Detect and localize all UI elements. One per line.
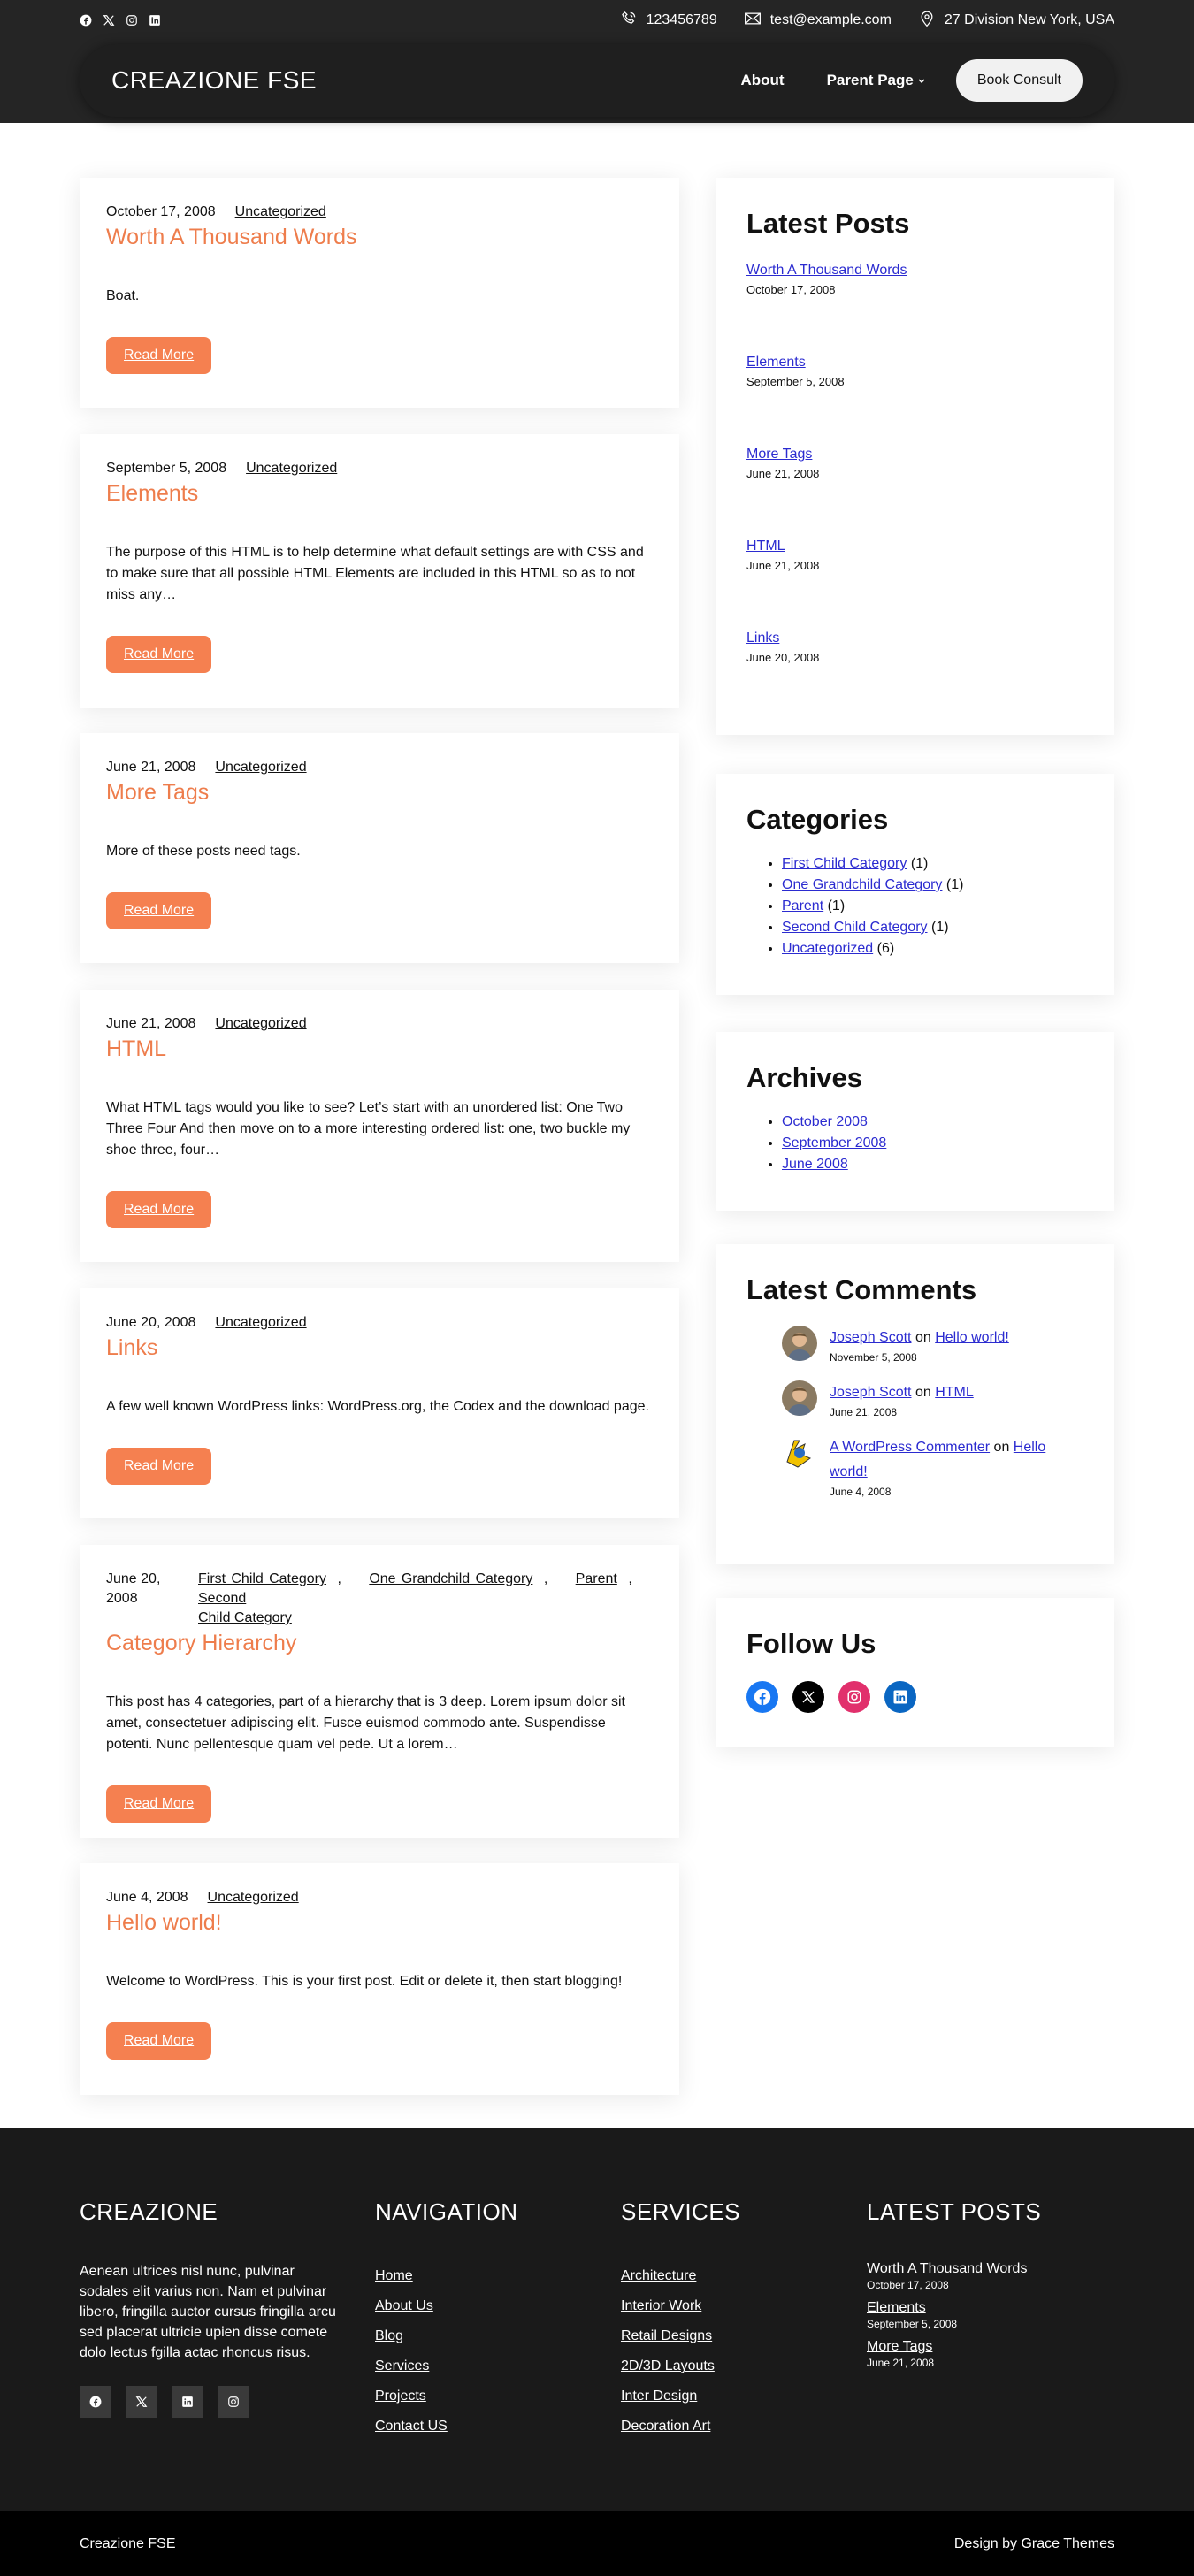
comment-body [830,1435,1045,1499]
linkedin-icon[interactable] [884,1681,916,1713]
footer-brand [80,2198,345,2418]
read-more-button[interactable]: Read More [106,1191,211,1228]
post-title[interactable]: Worth A Thousand Words [106,225,357,249]
archive-link[interactable]: September 2008 [782,1135,887,1150]
post-date: June 21, 2008 [106,1016,196,1031]
header-social-links [80,14,161,27]
footer-navigation [375,2198,518,2442]
post-date: June 4, 2008 [106,1890,188,1905]
phone-number: 123456789 [646,12,717,27]
email-address: test@example.com [769,12,892,27]
post-card [80,178,679,408]
comment-post-link[interactable]: world! [830,1464,868,1479]
post-date-line: June 20, [106,1571,161,1586]
email-contact[interactable] [744,10,892,32]
category-list [746,853,1084,959]
facebook-icon[interactable] [746,1681,778,1713]
footer-post-link[interactable]: Elements [867,2300,926,2315]
widget-title: Follow Us [746,1628,876,1659]
footer-link-blog[interactable]: Blog [375,2328,404,2343]
post-title[interactable]: Elements [106,481,199,506]
instagram-icon[interactable] [126,14,138,27]
list-item [782,1133,1084,1154]
post-card [80,990,679,1262]
x-icon[interactable] [103,14,115,27]
post-card [80,1545,679,1838]
facebook-icon[interactable] [80,14,92,27]
comment-author-link[interactable]: A WordPress Commenter [830,1440,991,1455]
site-header [0,0,1194,123]
post-card [80,1288,679,1518]
widget-title: Latest Comments [746,1274,977,1305]
theme-credit: Design by Grace Themes [953,2535,1114,2551]
list-item [782,1154,1084,1175]
post-category-link[interactable]: Uncategorized [234,204,326,219]
linkedin-icon[interactable] [149,14,161,27]
site-footer [0,2128,1194,2511]
footer-link-architecture[interactable]: Architecture [621,2268,697,2283]
address-text: 27 Division New York, USA [944,12,1114,27]
address-contact [918,10,1114,32]
footer-services [621,2198,740,2442]
comment-body [830,1380,974,1419]
latest-post-link[interactable]: Worth A Thousand Words [746,263,907,278]
nav-item-parent-page[interactable] [827,72,926,89]
list-item [782,938,1084,959]
post-card [80,434,679,708]
post-excerpt: A few well known WordPress links: WordPress.org, the Codex and the download page. [106,1399,649,1414]
wordpress-avatar [782,1435,817,1471]
category-link[interactable]: Second Child Category [782,920,928,935]
latest-post-link[interactable]: Links [746,631,780,646]
read-more-button[interactable]: Read More [106,337,211,374]
read-more-button[interactable]: Read More [106,1448,211,1485]
latest-post-item [746,539,1084,572]
post-meta [106,1313,653,1333]
post-title[interactable]: More Tags [106,780,210,805]
comment-text [830,1380,974,1405]
category-link[interactable]: First Child Category [782,856,907,871]
phone-contact[interactable] [620,10,717,32]
comment-post-link[interactable]: Hello world! [935,1330,1009,1345]
post-card [80,733,679,963]
archives-widget [716,1032,1114,1211]
post-categories [198,1570,653,1628]
comment-author-link[interactable]: Joseph Scott [830,1385,912,1400]
post-excerpt: Welcome to WordPress. This is your first post. Edit or delete it, then start blogging! [106,1974,623,1989]
post-excerpt: What HTML tags would you like to see? Let’s start with an unordered list: One Two Three Four And then move on to a more interesting ordered list: one, two buckle my shoe three, four… [106,1100,631,1158]
footer-link-layouts[interactable]: 2D/3D Layouts [621,2358,715,2373]
footer-services-list [621,2261,740,2442]
list-item [867,2261,1041,2291]
post-excerpt: Boat. [106,288,140,303]
separator: , [538,1571,570,1586]
archive-link[interactable]: October 2008 [782,1114,868,1129]
comment-on-text: on [915,1330,931,1345]
instagram-icon[interactable] [218,2386,249,2418]
category-count: (1) [827,898,846,913]
latest-post-date: October 17, 2008 [746,283,836,296]
footer-post-date: October 17, 2008 [867,2279,949,2291]
post-meta [106,1888,653,1907]
post-category-link[interactable]: First Child Category [198,1571,327,1586]
categories-widget [716,774,1114,995]
comment-date: June 4, 2008 [830,1486,892,1498]
comment-post-link[interactable]: Hello [1013,1440,1046,1455]
comment-date: June 21, 2008 [830,1406,898,1418]
latest-post-item [746,263,1084,296]
category-count: (1) [910,856,929,871]
comment-body [830,1326,1009,1364]
footer-link-contact-us[interactable]: Contact US [375,2419,448,2434]
post-title[interactable]: Hello world! [106,1910,222,1935]
facebook-icon[interactable] [80,2386,111,2418]
post-category-link[interactable]: Parent [575,1571,617,1586]
footer-title: NAVIGATION [375,2198,518,2225]
post-date: September 5, 2008 [106,461,227,476]
category-count: (6) [876,941,895,956]
post-title[interactable]: HTML [106,1036,167,1061]
post-date: June 20, 2008 [106,1315,196,1330]
footer-nav-list [375,2261,518,2442]
footer-description: Aenean ultrices nisl nunc, pulvinar sodales elit varius non. Nam et pulvinar libero, fringilla auctor cursus fringilla arcu sed placerat ultricie upien disse comete dolo lectus fgilla actac rhoncus risus. [80,2264,336,2360]
footer-link-interior-work[interactable]: Interior Work [621,2298,702,2313]
post-date: October 17, 2008 [106,204,216,219]
footer-link-home[interactable]: Home [375,2268,413,2283]
post-meta [106,758,653,777]
post-meta [106,203,653,222]
footer-post-link[interactable]: More Tags [867,2339,933,2354]
latest-post-link[interactable]: More Tags [746,447,813,462]
main-navbar [80,44,1114,117]
list-item [782,1112,1084,1133]
post-excerpt: More of these posts need tags. [106,844,301,859]
footer-title: SERVICES [621,2198,741,2225]
footer-link-inter-design[interactable]: Inter Design [621,2389,698,2404]
footer-link-projects[interactable]: Projects [375,2389,426,2404]
latest-post-item [746,355,1084,388]
footer-title: LATEST POSTS [867,2198,1042,2225]
latest-post-link[interactable]: Elements [746,355,806,370]
post-meta [106,459,653,478]
nav-item-label: Parent Page [826,72,914,88]
latest-post-date: September 5, 2008 [746,375,845,388]
top-bar [80,11,1114,30]
comment-item [746,1435,1084,1499]
latest-posts-widget [716,178,1114,735]
separator: , [332,1571,364,1586]
chevron-down-icon [917,72,926,89]
list-item [782,875,1084,896]
copyright-text: Creazione FSE [80,2535,176,2551]
footer-post-date: June 21, 2008 [867,2357,935,2369]
footer-post-date: September 5, 2008 [867,2318,958,2330]
post-category-link[interactable]: Uncategorized [215,1016,307,1031]
post-title[interactable]: Links [106,1335,158,1360]
envelope-icon [744,10,762,32]
comment-on-text: on [915,1385,931,1400]
nav-item-about[interactable]: About [740,72,785,88]
category-link[interactable]: One Grandchild Category [782,877,943,892]
footer-link-services[interactable]: Services [375,2358,430,2373]
list-item [782,853,1084,875]
instagram-icon[interactable] [838,1681,870,1713]
post-category-link[interactable]: Uncategorized [215,760,307,775]
avatar [782,1326,817,1361]
latest-post-item [746,447,1084,480]
main-content [0,123,1194,2128]
follow-social-links [746,1681,1084,1713]
comment-item [746,1326,1084,1364]
category-count: (1) [945,877,964,892]
post-card [80,1863,679,2095]
post-date: June 21, 2008 [106,760,196,775]
comment-item [746,1380,1084,1419]
post-category-link[interactable]: Uncategorized [246,461,338,476]
footer-title: CREAZIONE [80,2198,218,2225]
category-count: (1) [931,920,949,935]
widget-title: Latest Posts [746,208,910,239]
latest-comments-widget [716,1244,1114,1564]
phone-icon [620,10,638,32]
comment-text [830,1326,1009,1350]
comment-on-text: on [993,1440,1010,1455]
primary-navigation [740,59,1083,102]
post-category-link[interactable]: Second [198,1591,247,1606]
post-category-link[interactable]: One Grandchild Category [369,1571,533,1586]
separator: , [623,1571,654,1586]
latest-post-item [746,631,1084,664]
avatar [782,1380,817,1416]
archive-list [746,1112,1084,1175]
linkedin-icon[interactable] [172,2386,203,2418]
read-more-button[interactable]: Read More [106,636,211,673]
footer-link-about-us[interactable]: About Us [375,2298,433,2313]
footer-link-retail-designs[interactable]: Retail Designs [621,2328,713,2343]
footer-latest-posts [867,2198,1041,2369]
footer-link-decoration-art[interactable]: Decoration Art [621,2419,711,2434]
list-item [782,896,1084,917]
post-excerpt: The purpose of this HTML is to help determine what default settings are with CSS and to make sure that all possible HTML Elements are included in this HTML so as to not miss any… [106,545,644,602]
map-pin-icon [918,10,936,32]
post-category-link[interactable]: Uncategorized [207,1890,299,1905]
latest-post-date: June 21, 2008 [746,467,820,480]
list-item [782,917,1084,938]
post-date [106,1570,198,1609]
list-item [867,2300,1041,2330]
comment-author-link[interactable]: Joseph Scott [830,1330,912,1345]
read-more-button[interactable]: Read More [106,2022,211,2060]
follow-us-widget [716,1598,1114,1747]
footer-social-links [80,2386,345,2418]
read-more-button[interactable]: Read More [106,892,211,929]
bottom-bar [0,2511,1194,2576]
book-consult-button[interactable]: Book Consult [956,59,1083,102]
post-meta [106,1570,653,1628]
comment-date: November 5, 2008 [830,1351,917,1364]
read-more-button[interactable]: Read More [106,1785,211,1823]
widget-title: Archives [746,1062,862,1093]
latest-post-date: June 21, 2008 [746,559,820,572]
x-icon[interactable] [126,2386,157,2418]
post-category-link[interactable]: Child Category [198,1610,292,1625]
comment-post-link[interactable]: HTML [935,1385,974,1400]
category-link[interactable]: Parent [782,898,824,913]
footer-post-link[interactable]: Worth A Thousand Words [867,2261,1028,2276]
x-icon[interactable] [792,1681,824,1713]
post-excerpt: This post has 4 categories, part of a hierarchy that is 3 deep. Lorem ipsum dolor sit amet, consectetuer adipiscing elit. Fusce euismod commodo ante. Suspendisse potenti. Nunc pellentesque quam vel pede. Ut a lorem… [106,1694,625,1752]
post-category-link[interactable]: Uncategorized [215,1315,307,1330]
post-date-line: 2008 [106,1591,138,1606]
category-link[interactable]: Uncategorized [782,941,874,956]
list-item [867,2339,1041,2369]
latest-post-date: June 20, 2008 [746,651,820,664]
archive-link[interactable]: June 2008 [782,1157,848,1172]
contact-info [620,10,1114,32]
widget-title: Categories [746,804,889,835]
post-meta [106,1014,653,1034]
post-title[interactable]: Category Hierarchy [106,1631,297,1655]
site-logo[interactable]: CREAZIONE FSE [111,66,318,94]
comment-text [830,1435,1045,1485]
footer-latest-posts-list [867,2261,1041,2369]
latest-post-link[interactable]: HTML [746,539,785,554]
